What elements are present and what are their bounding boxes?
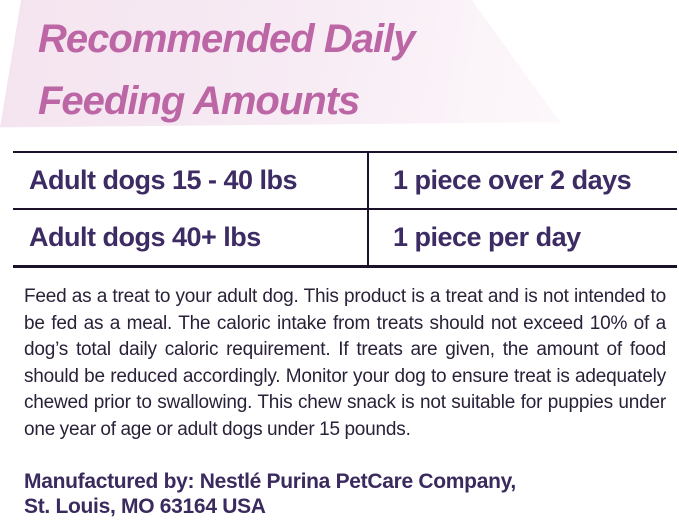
feeding-amount-cell: 1 piece over 2 days bbox=[367, 153, 677, 208]
feeding-amount-cell: 1 piece per day bbox=[367, 210, 677, 265]
feeding-disclaimer-text: Feed as a treat to your adult dog. This product is a treat and is not intended to be fed as a meal. The caloric intake from treats should not exceed 10% of a dog’s total daily caloric requirement. If treats are given, the amount of food should be reduced accordingly. Monitor your dog to ensure treat is adequately chewed prior to swallowing. This chew snack is not suitable for puppies under one year of age or adult dogs under 15 pounds. bbox=[24, 286, 666, 440]
dog-size-cell: Adult dogs 15 - 40 lbs bbox=[29, 165, 298, 195]
feeding-amounts-table bbox=[13, 151, 677, 268]
manufacturer-info bbox=[24, 469, 516, 519]
manufacturer-line-2: St. Louis, MO 63164 USA bbox=[24, 495, 266, 518]
table-row bbox=[13, 210, 677, 265]
page-title-line-1: Recommended Daily bbox=[38, 17, 415, 61]
page-title bbox=[38, 8, 414, 132]
dog-size-cell: Adult dogs 40+ lbs bbox=[29, 222, 261, 252]
table-row bbox=[13, 153, 677, 210]
manufacturer-line-1: Manufactured by: Nestlé Purina PetCare Company, bbox=[24, 470, 516, 493]
page-title-line-2: Feeding Amounts bbox=[38, 79, 360, 123]
